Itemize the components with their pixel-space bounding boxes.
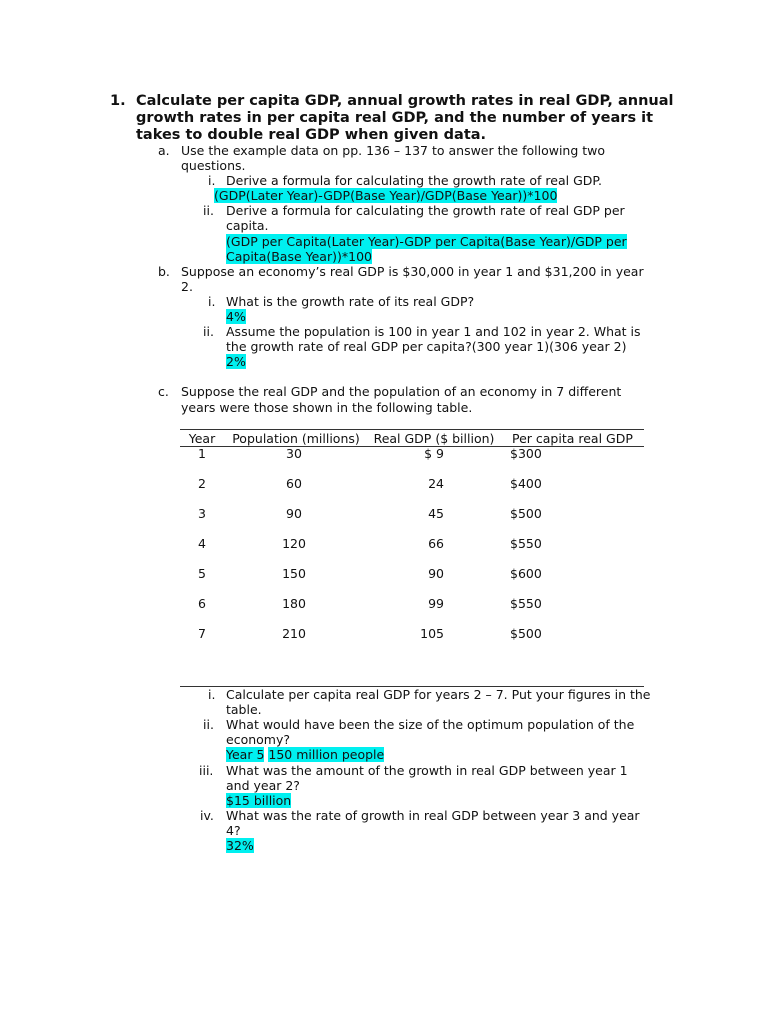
item-c-iii-line-2: and year 2? [226, 778, 300, 793]
table-cell-population: 90 [286, 506, 302, 521]
answer-highlight: 2% [226, 354, 246, 369]
table-cell-year: 1 [198, 446, 206, 461]
item-a-ii-line-2: capita. [226, 218, 269, 233]
item-c-ii-answer [226, 747, 384, 762]
answer-highlight: 150 million people [268, 747, 385, 762]
item-a-marker: a. [158, 143, 170, 158]
item-c-ii-marker: ii. [203, 717, 214, 732]
table-header-year: Year [188, 431, 216, 446]
table-cell-year: 2 [198, 476, 206, 491]
table-cell-real-gdp: 45 [428, 506, 444, 521]
answer-highlight: Capita(Base Year))*100 [226, 249, 372, 264]
item-c-iv-answer [226, 838, 254, 853]
table-cell-real-gdp: 24 [428, 476, 444, 491]
item-b-line-1: Suppose an economy’s real GDP is $30,000 in year 1 and $31,200 in year [181, 264, 644, 279]
table-cell-year: 4 [198, 536, 206, 551]
item-a-i-text: Derive a formula for calculating the growth rate of real GDP. [226, 173, 602, 188]
item-c-iii-answer [226, 793, 291, 808]
question-heading-line-3: takes to double real GDP when given data. [136, 127, 487, 143]
answer-highlight: (GDP(Later Year)-GDP(Base Year)/GDP(Base Year))*100 [214, 188, 558, 203]
answer-highlight: (GDP per Capita(Later Year)-GDP per Capita(Base Year)/GDP per [226, 234, 627, 249]
question-heading-line-1: Calculate per capita GDP, annual growth rates in real GDP, annual [136, 93, 674, 109]
table-cell-population: 210 [282, 626, 306, 641]
item-b-i-marker: i. [208, 294, 216, 309]
table-cell-year: 5 [198, 566, 206, 581]
item-c-iv-line-2: 4? [226, 823, 241, 838]
table-top-rule [180, 429, 644, 430]
item-b-ii-line-1: Assume the population is 100 in year 1 and 102 in year 2. What is [226, 324, 641, 339]
item-c-i-line-2: table. [226, 702, 262, 717]
item-c-iv-line-1: What was the rate of growth in real GDP between year 3 and year [226, 808, 640, 823]
table-cell-per-capita: $400 [510, 476, 542, 491]
table-cell-per-capita: $500 [510, 506, 542, 521]
table-cell-per-capita: $300 [510, 446, 542, 461]
item-c-marker: c. [158, 384, 169, 399]
item-c-line-2: years were those shown in the following table. [181, 400, 473, 415]
table-cell-year: 7 [198, 626, 206, 641]
table-header-per-capita: Per capita real GDP [512, 431, 633, 446]
item-b-ii-line-2: the growth rate of real GDP per capita?(300 year 1)(306 year 2) [226, 339, 627, 354]
question-number: 1. [110, 93, 126, 109]
table-header-population: Population (millions) [232, 431, 360, 446]
item-c-ii-line-2: economy? [226, 732, 290, 747]
item-a-line-1: Use the example data on pp. 136 – 137 to answer the following two [181, 143, 606, 158]
item-a-i-marker: i. [208, 173, 216, 188]
item-b-i-answer [226, 309, 246, 324]
answer-highlight: Year 5 [226, 747, 265, 762]
table-cell-population: 180 [282, 596, 306, 611]
table-cell-population: 120 [282, 536, 306, 551]
item-c-line-1: Suppose the real GDP and the population of an economy in 7 different [181, 384, 622, 399]
item-a-line-2: questions. [181, 158, 246, 173]
item-c-iv-marker: iv. [200, 808, 214, 823]
item-c-i-line-1: Calculate per capita real GDP for years 2 – 7. Put your figures in the [226, 687, 651, 702]
item-b-marker: b. [158, 264, 170, 279]
table-cell-per-capita: $500 [510, 626, 542, 641]
table-cell-per-capita: $550 [510, 536, 542, 551]
item-c-ii-line-1: What would have been the size of the optimum population of the [226, 717, 635, 732]
table-cell-year: 6 [198, 596, 206, 611]
item-c-i-marker: i. [208, 687, 216, 702]
answer-highlight: 4% [226, 309, 246, 324]
answer-highlight: 32% [226, 838, 254, 853]
table-cell-real-gdp: 90 [428, 566, 444, 581]
answer-highlight: $15 billion [226, 793, 292, 808]
item-b-ii-answer [226, 354, 246, 369]
table-cell-per-capita: $550 [510, 596, 542, 611]
item-a-i-answer [214, 188, 557, 203]
table-cell-real-gdp: $ 9 [424, 446, 444, 461]
item-a-ii-line-1: Derive a formula for calculating the growth rate of real GDP per [226, 203, 625, 218]
table-cell-real-gdp: 105 [420, 626, 444, 641]
item-b-i-text: What is the growth rate of its real GDP? [226, 294, 475, 309]
table-cell-real-gdp: 99 [428, 596, 444, 611]
table-cell-population: 150 [282, 566, 306, 581]
item-b-ii-marker: ii. [203, 324, 214, 339]
item-b-line-2: 2. [181, 279, 193, 294]
table-cell-population: 30 [286, 446, 302, 461]
table-header-real-gdp: Real GDP ($ billion) [373, 431, 495, 446]
table-cell-real-gdp: 66 [428, 536, 444, 551]
item-a-ii-marker: ii. [203, 203, 214, 218]
table-cell-per-capita: $600 [510, 566, 542, 581]
table-cell-population: 60 [286, 476, 302, 491]
item-a-ii-answer-line-1 [226, 234, 627, 249]
table-cell-year: 3 [198, 506, 206, 521]
item-a-ii-answer-line-2 [226, 249, 372, 264]
item-c-iii-line-1: What was the amount of the growth in real GDP between year 1 [226, 763, 628, 778]
item-c-iii-marker: iii. [199, 763, 214, 778]
question-heading-line-2: growth rates in per capita real GDP, and the number of years it [136, 110, 654, 126]
